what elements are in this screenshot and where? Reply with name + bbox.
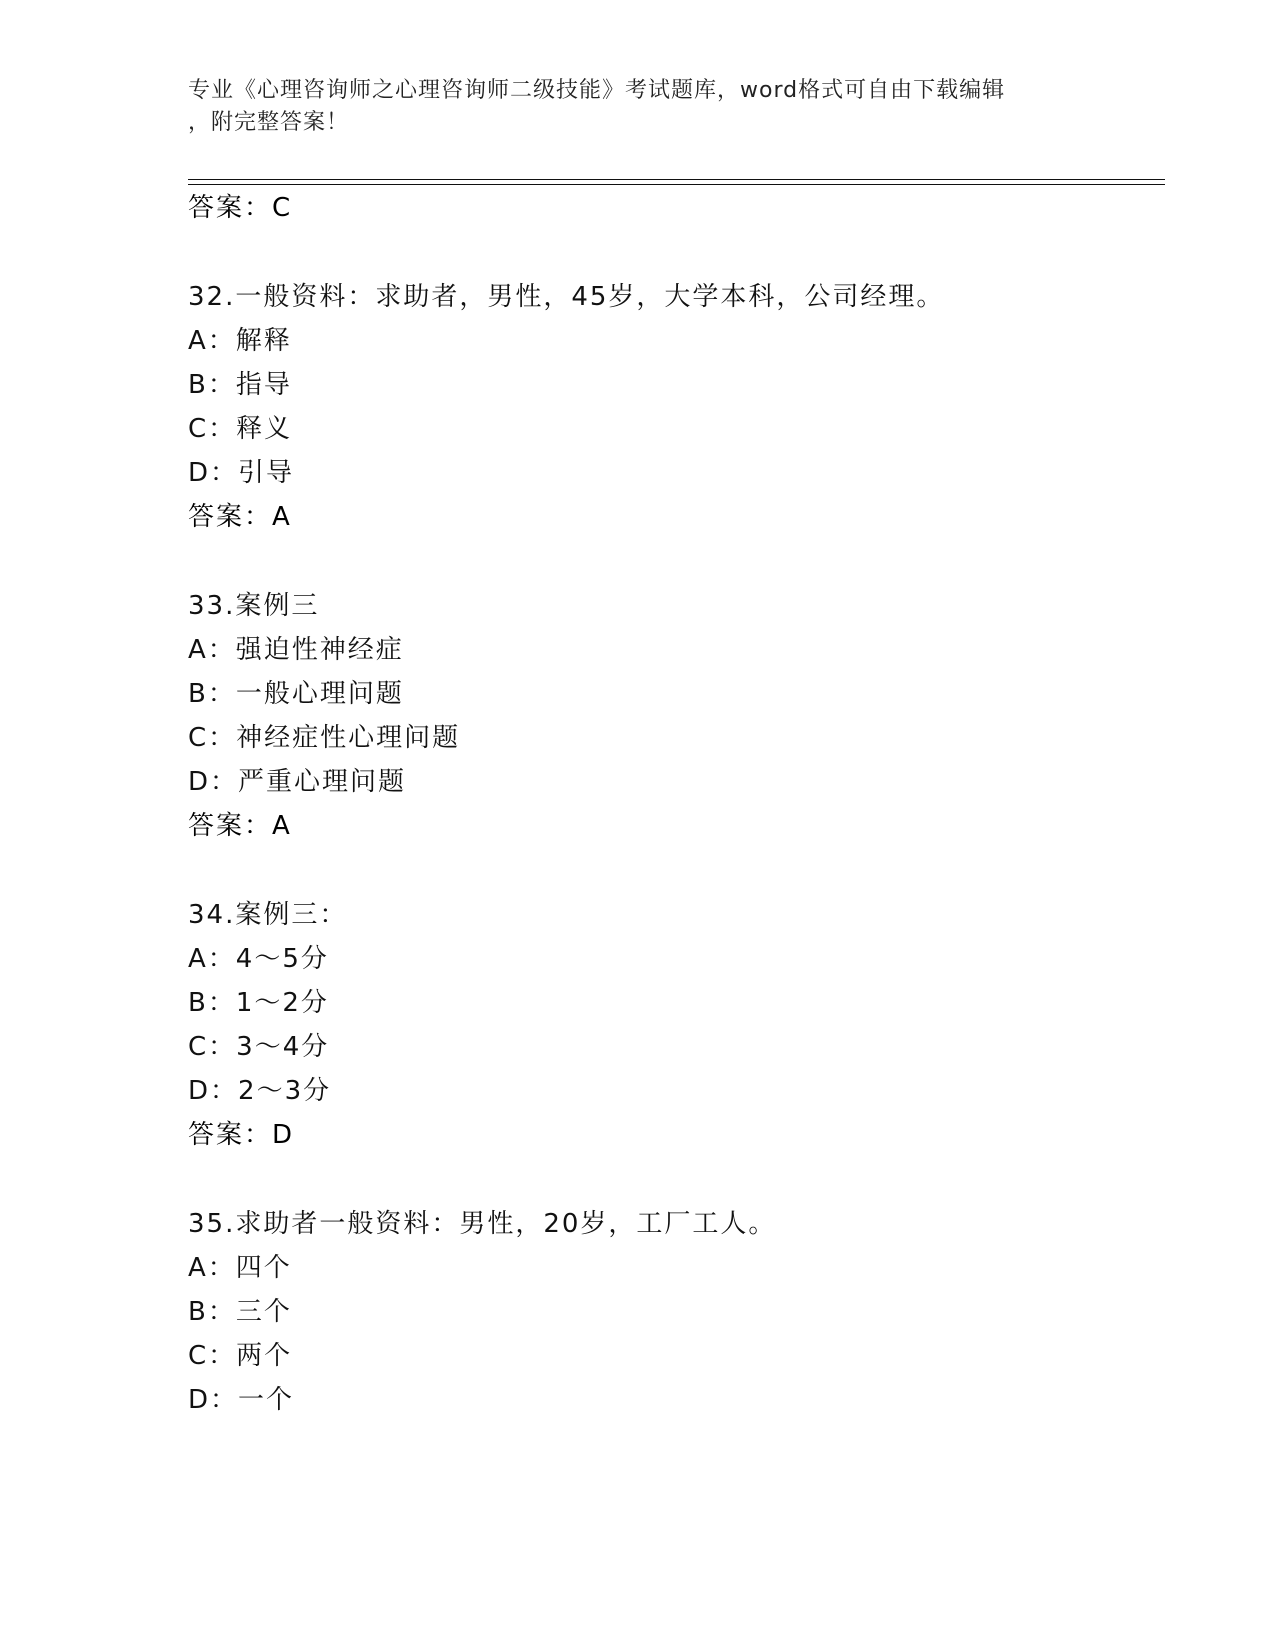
question-34-answer: 答案：D [188, 1120, 295, 1150]
question-32-option-b: B：指导 [188, 370, 292, 400]
document-header [188, 75, 1088, 139]
question-35-stem: 35.求助者一般资料：男性，20岁，工厂工人。 [188, 1209, 777, 1239]
header-line-2: ，附完整答案！ [188, 110, 350, 135]
question-33-option-d: D：严重心理问题 [188, 767, 407, 797]
question-33-option-a: A：强迫性神经症 [188, 635, 404, 665]
question-34-option-b: B：1～2分 [188, 988, 329, 1018]
question-33-option-c: C：神经症性心理问题 [188, 723, 461, 753]
question-32-option-a: A：解释 [188, 326, 292, 356]
question-33-answer: 答案：A [188, 811, 292, 841]
question-33-stem: 33.案例三 [188, 591, 320, 621]
question-32-answer: 答案：A [188, 502, 292, 532]
question-32-option-c: C：释义 [188, 414, 293, 444]
question-32-stem: 32.一般资料：求助者，男性，45岁，大学本科，公司经理。 [188, 282, 945, 312]
question-34-option-d: D：2～3分 [188, 1076, 332, 1106]
question-35-option-b: B：三个 [188, 1297, 292, 1327]
header-line-1: 专业《心理咨询师之心理咨询师二级技能》考试题库，word格式可自由下载编辑 [188, 78, 1006, 103]
previous-answer: 答案：C [188, 193, 293, 223]
header-divider-top [188, 179, 1165, 180]
question-34-option-a: A：4～5分 [188, 944, 329, 974]
question-32-option-d: D：引导 [188, 458, 295, 488]
header-divider-bottom [188, 184, 1165, 185]
question-33-option-b: B：一般心理问题 [188, 679, 404, 709]
question-35-option-d: D：一个 [188, 1385, 295, 1415]
question-35-option-c: C：两个 [188, 1341, 293, 1371]
question-34-stem: 34.案例三： [188, 900, 348, 930]
question-34-option-c: C：3～4分 [188, 1032, 330, 1062]
question-35-option-a: A：四个 [188, 1253, 292, 1283]
